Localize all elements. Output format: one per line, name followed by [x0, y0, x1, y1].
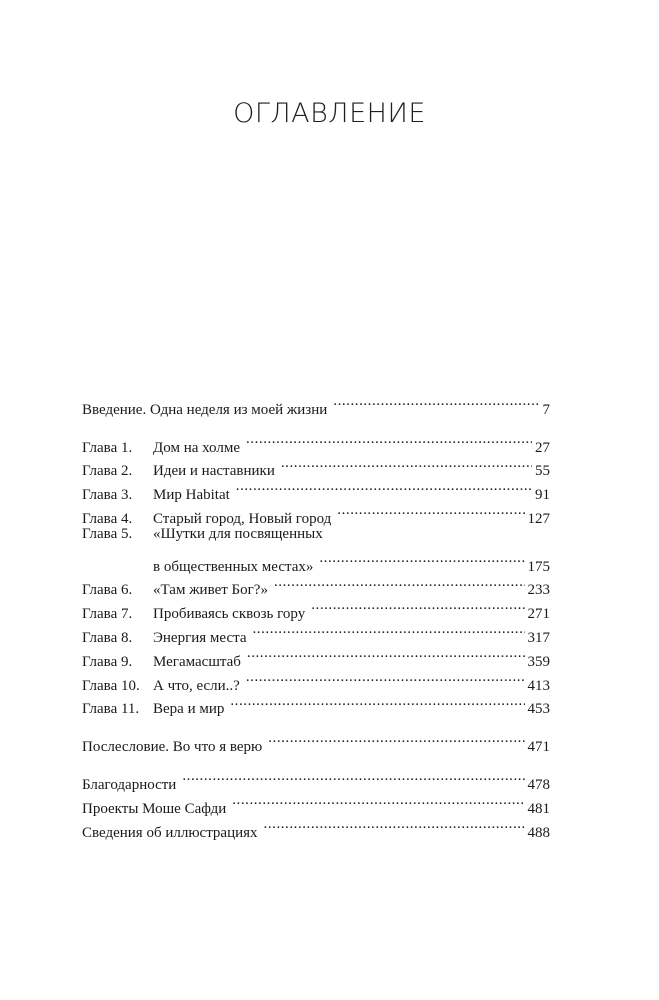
- chapter-label: Глава 9.: [82, 653, 133, 670]
- chapter-label: Глава 11.: [82, 701, 140, 718]
- dot-leader: [281, 452, 532, 476]
- toc-page-number: 55: [535, 463, 550, 480]
- toc-entry-chapter-5[interactable]: [82, 523, 550, 547]
- dot-leader: [264, 813, 525, 837]
- toc-page-number: 91: [535, 487, 550, 504]
- dot-leader: [268, 727, 524, 751]
- toc-entry-text-continued: в общественных местах»: [153, 558, 314, 575]
- chapter-label: Глава 4.: [82, 510, 133, 527]
- dot-leader: [247, 642, 525, 666]
- toc-entry-text: Вера и мир: [153, 701, 225, 718]
- toc-page-number: 478: [527, 776, 550, 793]
- toc-entry-text: Проекты Моше Сафди: [82, 800, 227, 817]
- toc-entry-text: Дом на холме: [153, 439, 240, 456]
- toc-entry-chapter-5-continued[interactable]: [82, 547, 550, 575]
- dot-leader: [236, 475, 532, 499]
- dot-leader: [230, 690, 524, 714]
- dot-leader: [319, 547, 524, 571]
- toc-entry-text: А что, если..?: [153, 677, 240, 694]
- chapter-label: Глава 5.: [82, 525, 133, 542]
- chapter-label: Глава 2.: [82, 463, 133, 480]
- dot-leader: [274, 571, 525, 595]
- toc-page-number: 359: [527, 653, 550, 670]
- toc-entry-text: Послесловие. Во что я верю: [82, 739, 263, 756]
- table-of-contents: [82, 390, 550, 841]
- toc-page-number: 271: [527, 606, 550, 623]
- toc-entry-text: Мир Habitat: [153, 487, 230, 504]
- toc-entry-text: «Шутки для посвященных: [153, 525, 323, 542]
- dot-leader: [311, 594, 524, 618]
- toc-page-number: 481: [527, 800, 550, 817]
- toc-entry-text: Сведения об иллюстрациях: [82, 824, 258, 841]
- toc-page-number: 233: [527, 582, 550, 599]
- toc-page-number: 317: [527, 629, 550, 646]
- toc-entry-text: Энергия места: [153, 629, 247, 646]
- toc-page-number: 413: [527, 677, 550, 694]
- toc-entry-intro[interactable]: [82, 390, 550, 418]
- dot-leader: [246, 666, 525, 690]
- toc-page-number: 7: [542, 401, 550, 418]
- dot-leader: [337, 499, 524, 523]
- toc-entry-acknowledgements[interactable]: [82, 765, 550, 793]
- toc-entry-chapter-1[interactable]: [82, 428, 550, 456]
- toc-entry-text: Пробиваясь сквозь гору: [153, 606, 306, 623]
- dot-leader: [246, 428, 532, 452]
- toc-entry-text: Благодарности: [82, 776, 177, 793]
- toc-page-number: 453: [527, 701, 550, 718]
- toc-entry-text: Мегамасштаб: [153, 653, 241, 670]
- toc-entry-afterword[interactable]: [82, 727, 550, 756]
- toc-page-number: 27: [535, 439, 550, 456]
- dot-leader: [333, 390, 539, 414]
- toc-page-number: 175: [527, 558, 550, 575]
- chapter-label: Глава 1.: [82, 439, 133, 456]
- dot-leader: [232, 789, 524, 813]
- chapter-label: Глава 3.: [82, 487, 133, 504]
- toc-entry-text: «Там живет Бог?»: [153, 582, 268, 599]
- dot-leader: [253, 618, 525, 642]
- toc-page-number: 488: [527, 824, 550, 841]
- page-title: ОГЛАВЛЕНИЕ: [233, 98, 426, 129]
- dot-leader: [182, 765, 524, 789]
- chapter-label: Глава 8.: [82, 629, 133, 646]
- toc-entry-text: Введение. Одна неделя из моей жизни: [82, 401, 328, 418]
- toc-entry-text: Идеи и наставники: [153, 463, 275, 480]
- chapter-label: Глава 6.: [82, 582, 133, 599]
- chapter-label: Глава 10.: [82, 677, 140, 694]
- toc-page-number: 471: [527, 739, 550, 756]
- toc-entry-text: Старый город, Новый город: [153, 510, 332, 527]
- toc-page-number: 127: [527, 510, 550, 527]
- chapter-label: Глава 7.: [82, 606, 133, 623]
